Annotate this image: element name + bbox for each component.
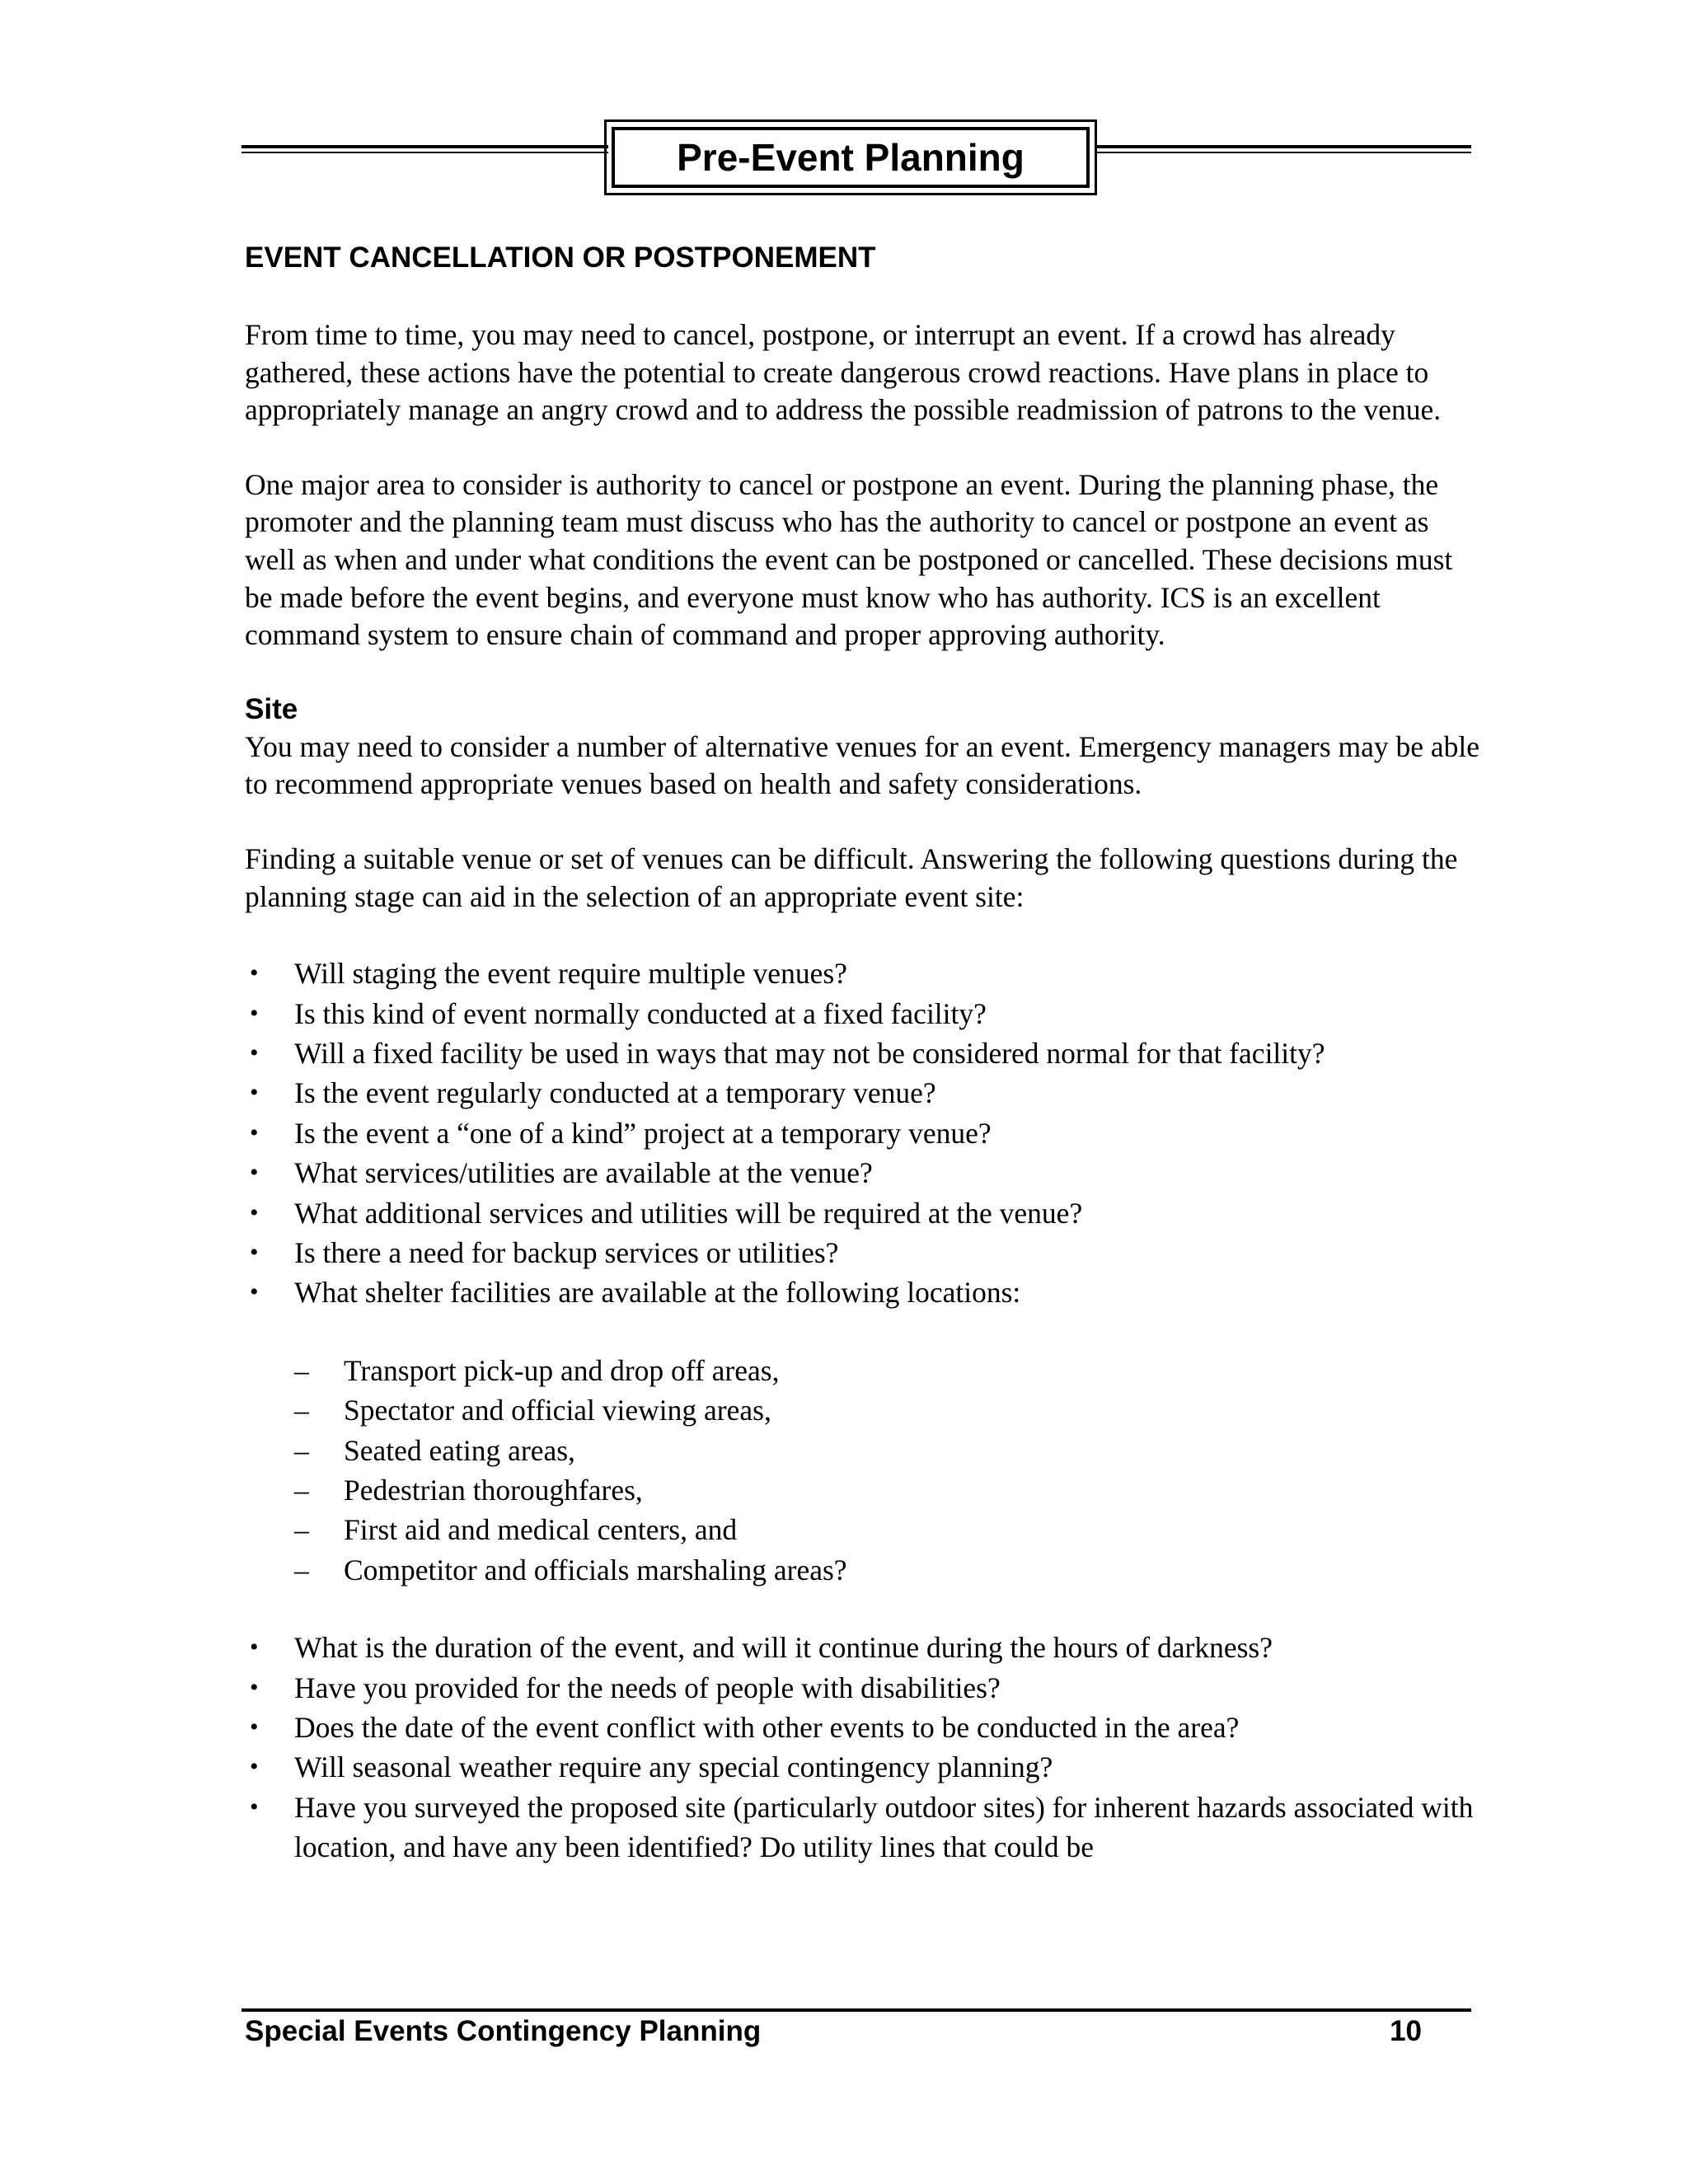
bullet-icon: • xyxy=(250,1238,259,1266)
bullet-icon: • xyxy=(250,1673,259,1701)
footer-title: Special Events Contingency Planning xyxy=(245,2015,762,2047)
bullet-icon: • xyxy=(250,999,259,1027)
bullet-icon: • xyxy=(250,1753,259,1781)
list-item: • Will seasonal weather require any special contingency planning? xyxy=(245,1747,1481,1787)
list-item: – Transport pick-up and drop off areas, xyxy=(294,1351,1481,1390)
site-question-list-continued xyxy=(245,1628,1481,1867)
list-item: • What services/utilities are available at the venue? xyxy=(245,1153,1481,1193)
list-item: • Is this kind of event normally conducted at a fixed facility? xyxy=(245,994,1481,1033)
list-item: • Will staging the event require multiple venues? xyxy=(245,954,1481,993)
site-question-list xyxy=(245,954,1481,1313)
authority-paragraph: One major area to consider is authority to cancel or postpone an event. During the planning phase, the promoter and the planning team must discuss who has the authority to cancel or postpone an event as well as when and under what conditions the event can be postponed or cancelled. These decisions must be made before the event begins, and everyone must know who has authority. ICS is an excellent command system to ensure chain of command and proper approving authority. xyxy=(245,467,1453,652)
dash-icon: – xyxy=(294,1433,309,1467)
list-item: • Will a fixed facility be used in ways that may not be considered normal for that facility? xyxy=(245,1033,1481,1073)
list-item: – Pedestrian thoroughfares, xyxy=(294,1470,1481,1510)
page-number: 10 xyxy=(1390,2015,1422,2047)
bullet-icon: • xyxy=(250,1633,259,1661)
section-title-box xyxy=(604,120,1097,195)
bullet-icon: • xyxy=(250,1278,259,1306)
list-item: • What shelter facilities are available at the following locations: xyxy=(245,1272,1481,1312)
list-item: • Is the event a “one of a kind” project at a temporary venue? xyxy=(245,1113,1481,1153)
dash-icon: – xyxy=(294,1394,309,1427)
footer-rule xyxy=(241,2008,1471,2012)
page-content xyxy=(245,239,1481,1868)
site-heading: Site xyxy=(245,692,298,725)
list-item: – Spectator and official viewing areas, xyxy=(294,1390,1481,1430)
list-item: – First aid and medical centers, and xyxy=(294,1510,1481,1549)
list-item: • What is the duration of the event, and will it continue during the hours of darkness? xyxy=(245,1628,1481,1667)
dash-icon: – xyxy=(294,1513,309,1547)
list-item: • What additional services and utilities will be required at the venue? xyxy=(245,1193,1481,1233)
list-item: • Is there a need for backup services or utilities? xyxy=(245,1233,1481,1272)
bullet-icon: • xyxy=(250,1793,259,1821)
bullet-icon: • xyxy=(250,1038,259,1066)
section-title: Pre-Event Planning xyxy=(612,127,1090,188)
site-questions-intro: Finding a suitable venue or set of venues can be difficult. Answering the following questions during the planning stage can aid in the selection of an appropriate event site: xyxy=(245,841,1458,913)
list-item: – Seated eating areas, xyxy=(294,1431,1481,1470)
list-item: • Does the date of the event conflict with other events to be conducted in the area? xyxy=(245,1708,1481,1747)
list-item: • Have you surveyed the proposed site (particularly outdoor sites) for inherent hazards associated with location, and have any been identified? Do utility lines that could be xyxy=(245,1788,1481,1868)
header-rule-left xyxy=(241,145,608,153)
list-item: – Competitor and officials marshaling areas? xyxy=(294,1550,1481,1590)
bullet-icon: • xyxy=(250,1198,259,1226)
bullet-icon: • xyxy=(250,959,259,987)
bullet-icon: • xyxy=(250,1079,259,1107)
header-rule-right xyxy=(1095,145,1471,153)
dash-icon: – xyxy=(294,1474,309,1507)
bullet-icon: • xyxy=(250,1713,259,1741)
page-heading: EVENT CANCELLATION OR POSTPONEMENT xyxy=(245,241,876,274)
bullet-icon: • xyxy=(250,1159,259,1187)
shelter-location-list xyxy=(245,1351,1481,1590)
dash-icon: – xyxy=(294,1553,309,1586)
list-item: • Is the event regularly conducted at a temporary venue? xyxy=(245,1073,1481,1113)
dash-icon: – xyxy=(294,1353,309,1387)
site-paragraph: You may need to consider a number of alternative venues for an event. Emergency managers may be able to recommend appropriate venues based on health and safety considerations. xyxy=(245,729,1480,801)
list-item: • Have you provided for the needs of people with disabilities? xyxy=(245,1668,1481,1708)
intro-paragraph: From time to time, you may need to cancel, postpone, or interrupt an event. If a crowd has already gathered, these actions have the potential to create dangerous crowd reactions. Have plans in place to appropriately manage an angry crowd and to address the possible readmission of patrons to the venue. xyxy=(245,318,1442,427)
bullet-icon: • xyxy=(250,1118,259,1146)
